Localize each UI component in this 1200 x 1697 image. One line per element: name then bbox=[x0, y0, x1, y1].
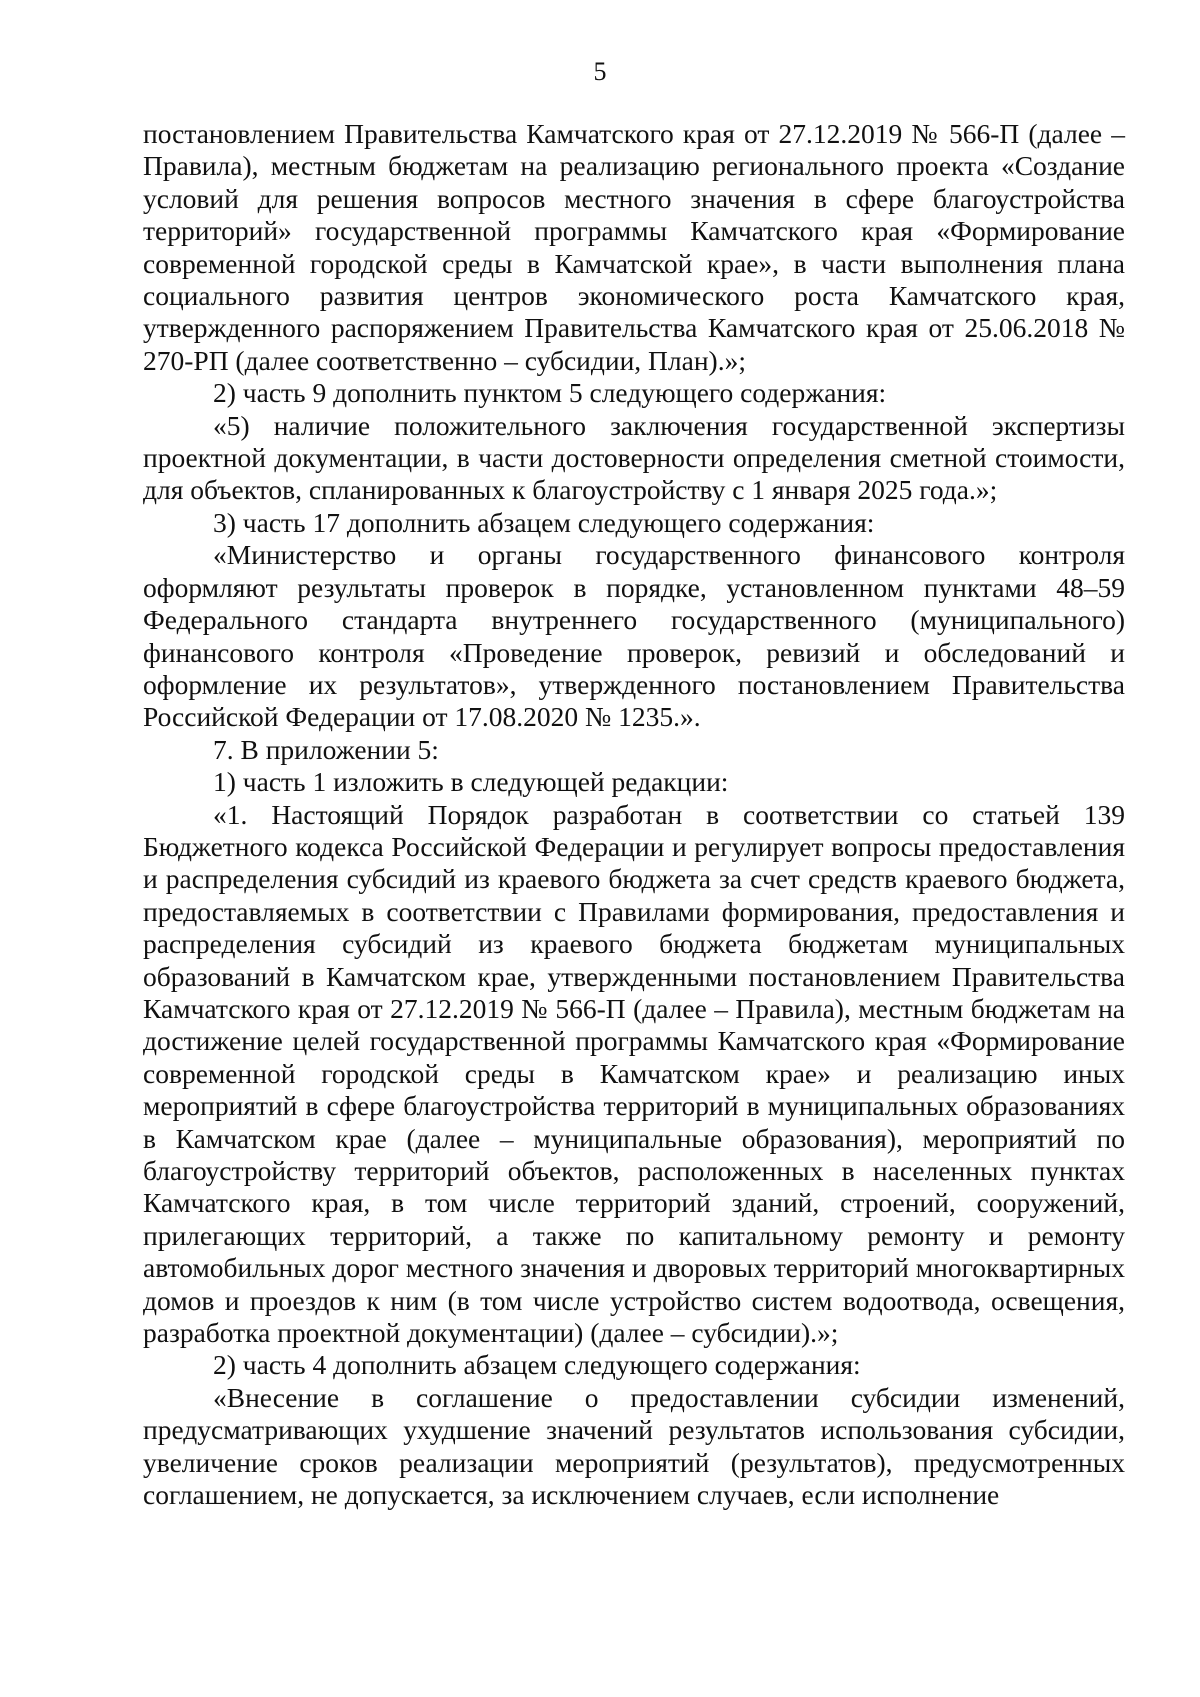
paragraph: «Внесение в соглашение о предоставлении субсидии изменений, предусматривающих ухудшение значений результатов использования субсидии, увеличение сроков реализации мероприятий (результатов), предусмотренных соглашением, не допускается, за исключением случаев, если исполнение bbox=[143, 1381, 1125, 1511]
paragraph: «Министерство и органы государственного финансового контроля оформляют результаты проверок в порядке, установленном пунктами 48–59 Федерального стандарта внутреннего государственного (муниципального) финансового контроля «Проведение проверок, ревизий и обследований и оформление их результатов», утвержденного постановлением Правительства Российской Федерации от 17.08.2020 № 1235.». bbox=[143, 539, 1125, 733]
paragraph: «1. Настоящий Порядок разработан в соответствии со статьей 139 Бюджетного кодекса Российской Федерации и регулирует вопросы предоставления и распределения субсидий из краевого бюджета за счет средств краевого бюджета, предоставляемых в соответствии с Правилами формирования, предоставления и распределения субсидий из краевого бюджета бюджетам муниципальных образований в Камчатском крае, утвержденными постановлением Правительства Камчатского края от 27.12.2019 № 566-П (далее – Правила), местным бюджетам на достижение целей государственной программы Камчатского края «Формирование современной городской среды в Камчатском крае» и реализацию иных мероприятий в сфере благоустройства территорий в муниципальных образованиях в Камчатском крае (далее – муниципальные образования), мероприятий по благоустройству территорий объектов, расположенных в населенных пунктах Камчатского края, в том числе территорий зданий, строений, сооружений, прилегающих территорий, а также по капитальному ремонту и ремонту автомобильных дорог местного значения и дворовых территорий многоквартирных домов и проездов к ним (в том числе устройство систем водоотвода, освещения, разработка проектной документации) (далее – субсидии).»; bbox=[143, 798, 1125, 1349]
paragraph: постановлением Правительства Камчатского края от 27.12.2019 № 566-П (далее – Правила), местным бюджетам на реализацию регионального проекта «Создание условий для решения вопросов местного значения в сфере благоустройства территорий» государственной программы Камчатского края «Формирование современной городской среды в Камчатской крае», в части выполнения плана социального развития центров экономического роста Камчатского края, утвержденного распоряжением Правительства Камчатского края от 25.06.2018 № 270-РП (далее соответственно – субсидии, План).»; bbox=[143, 118, 1125, 376]
document-body bbox=[143, 118, 1125, 1511]
paragraph: 7. В приложении 5: bbox=[213, 733, 439, 765]
paragraph: 2) часть 4 дополнить абзацем следующего содержания: bbox=[213, 1349, 861, 1381]
paragraph: «5) наличие положительного заключения государственной экспертизы проектной документации, в части достоверности определения сметной стоимости, для объектов, спланированных к благоустройству с 1 января 2025 года.»; bbox=[143, 409, 1125, 506]
paragraph: 2) часть 9 дополнить пунктом 5 следующего содержания: bbox=[213, 377, 887, 409]
paragraph: 3) часть 17 дополнить абзацем следующего содержания: bbox=[213, 506, 875, 538]
paragraph: 1) часть 1 изложить в следующей редакции: bbox=[213, 766, 729, 798]
page-number: 5 bbox=[593, 57, 607, 86]
